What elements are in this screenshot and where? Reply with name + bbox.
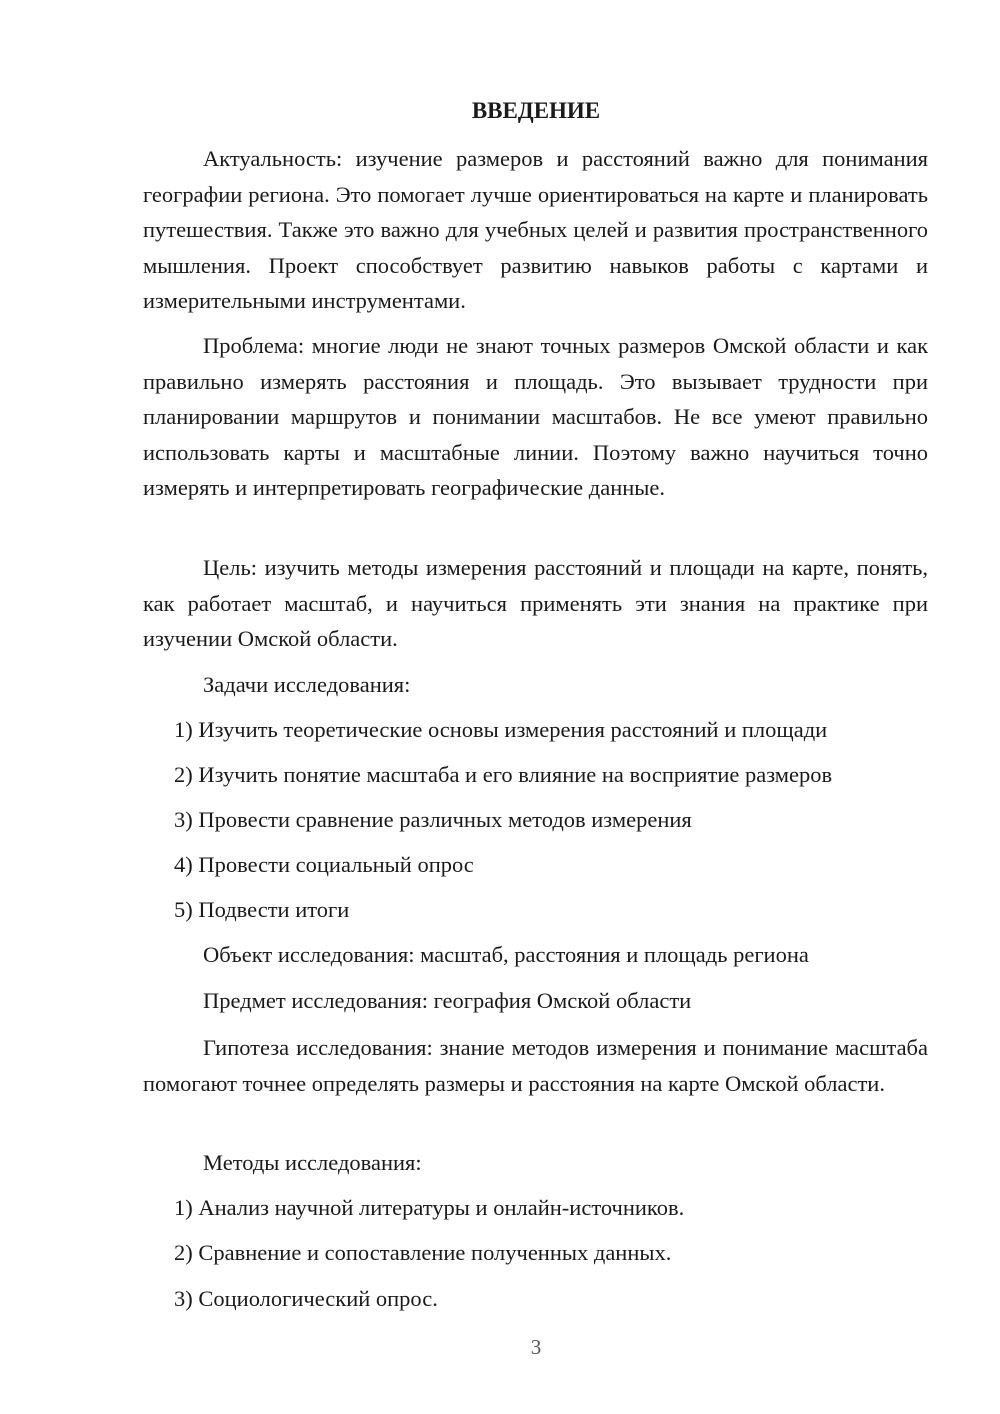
goal-paragraph: Цель: изучить методы измерения расстояний и площади на карте, понять, как работает масштаб, и научиться применять эти знания на практике при изучении Омской области. bbox=[143, 555, 928, 651]
problem-paragraph: Проблема: многие люди не знают точных размеров Омской области и как правильно измерять расстояния и площадь. Это вызывает трудности при планировании маршрутов и понимании масштабов. Не все умеют правильно использовать карты и масштабные линии. Поэтому важно научиться точно измерять и интерпретировать географические данные. bbox=[143, 333, 928, 500]
task-item: 2) Изучить понятие масштаба и его влияние на восприятие размеров bbox=[174, 762, 833, 787]
task-item: 1) Изучить теоретические основы измерения расстояний и площади bbox=[174, 717, 828, 742]
method-item: 1) Анализ научной литературы и онлайн-источников. bbox=[174, 1195, 685, 1220]
method-item: 2) Сравнение и сопоставление полученных данных. bbox=[174, 1240, 672, 1265]
page-title: ВВЕДЕНИЕ bbox=[471, 98, 601, 123]
task-item: 3) Провести сравнение различных методов измерения bbox=[174, 807, 692, 832]
task-item: 4) Провести социальный опрос bbox=[174, 852, 474, 877]
research-subject: Предмет исследования: география Омской области bbox=[203, 988, 692, 1013]
relevance-paragraph: Актуальность: изучение размеров и расстояний важно для понимания географии региона. Это помогает лучше ориентироваться на карте и планировать путешествия. Также это важно для учебных целей и развития пространственного мышления. Проект способствует развитию навыков работы с картами и измерительными инструментами. bbox=[143, 146, 928, 313]
methods-heading: Методы исследования: bbox=[203, 1150, 422, 1175]
page-number: 3 bbox=[530, 1335, 542, 1359]
tasks-heading: Задачи исследования: bbox=[203, 672, 411, 697]
task-item: 5) Подвести итоги bbox=[174, 897, 350, 922]
method-item: 3) Социологический опрос. bbox=[174, 1286, 438, 1311]
hypothesis-paragraph: Гипотеза исследования: знание методов измерения и понимание масштаба помогают точнее определять размеры и расстояния на карте Омской области. bbox=[143, 1035, 928, 1096]
research-object: Объект исследования: масштаб, расстояния и площадь региона bbox=[203, 942, 809, 967]
